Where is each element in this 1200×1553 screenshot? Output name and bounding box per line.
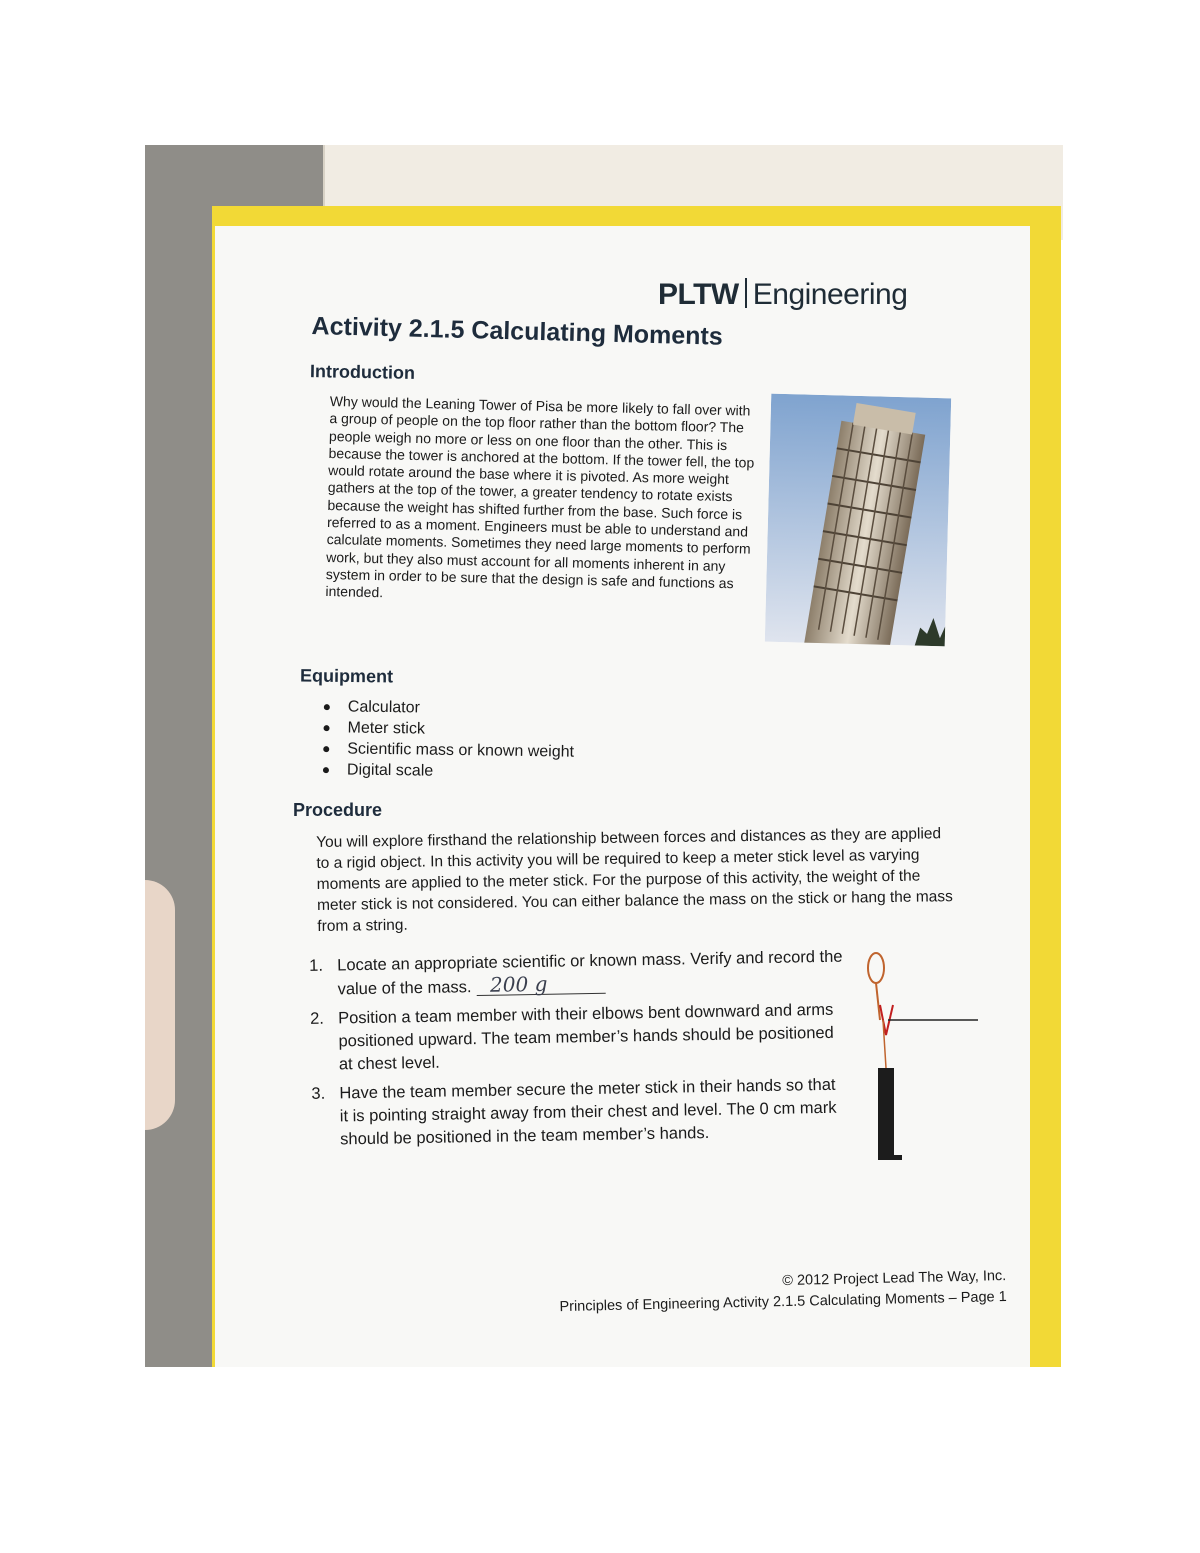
procedure-text: You will explore firsthand the relationship between forces and distances as they are applied to a rigid object. In this activity you will be required to keep a meter stick level as varying moments are applied to the meter stick. For the purpose of this activity, the weight of the meter stick is not considered. You can either balance the mass on the stick or hang the mass from a string. <box>316 825 953 935</box>
stick-figure-drawing <box>858 950 983 1165</box>
procedure-heading: Procedure <box>293 800 383 820</box>
procedure-steps <box>305 946 848 1158</box>
step-text: Locate an appropriate scientific or known mass. Verify and record the value of the mass. <box>337 947 843 999</box>
step-1 <box>305 946 846 1002</box>
step-number: 2. <box>309 1009 325 1028</box>
step-3 <box>307 1074 848 1152</box>
introduction-heading: Introduction <box>309 361 416 383</box>
logo-divider <box>745 278 747 308</box>
team-member-figure <box>858 950 983 1165</box>
step-number: 1. <box>309 956 324 975</box>
pltw-engineering-logo <box>658 278 907 312</box>
step-text: Have the team member secure the meter stick in their hands so that it is pointing straight away from their chest and level. The 0 cm mark should be positioned in the team member’s hands. <box>339 1075 837 1149</box>
finger <box>145 880 175 1130</box>
page-label: Principles of Engineering Activity 2.1.5 Calculating Moments – Page 1 <box>559 1288 1007 1316</box>
equipment-heading: Equipment <box>299 665 394 687</box>
equipment-item: Scientific mass or known weight <box>313 738 574 763</box>
step-number: 3. <box>311 1084 326 1103</box>
leaning-tower-image <box>765 394 951 647</box>
page-title: Activity 2.1.5 Calculating Moments <box>311 312 724 351</box>
step-text: Position a team member with their elbows bent downward and arms positioned upward. The team member’s hands should be positioned at chest level. <box>337 1000 834 1074</box>
logo-engineering: Engineering <box>752 278 908 311</box>
tower-illustration <box>765 394 951 647</box>
equipment-list <box>313 696 575 784</box>
logo-pltw: PLTW <box>658 278 739 311</box>
introduction-text: Why would the Leaning Tower of Pisa be more likely to fall over with a group of people on the top floor rather than the bottom floor? The people weigh no more or less on one floor than the other. This is because the tower is anchored at the bottom. If the tower fell, the top would rotate around the base where it is pivoted. As more weight gathers at the top of the tower, a greater tendency to rotate exists because the weight has shifted further from the base. Such force is referred to as a moment. Engineers must be able to understand and calculate moments. Sometimes they need large moments to perform work, but they also must account for all moments inherent in any system in order to be sure that the design is safe and functions as intended. <box>325 393 755 601</box>
mass-answer-handwritten: 200 g <box>476 973 605 996</box>
equipment-item: Digital scale <box>313 759 574 784</box>
equipment-item: Calculator <box>314 696 575 721</box>
step-2 <box>306 999 847 1077</box>
equipment-item: Meter stick <box>313 717 574 742</box>
copyright-text: © 2012 Project Lead The Way, Inc. <box>782 1267 1007 1290</box>
